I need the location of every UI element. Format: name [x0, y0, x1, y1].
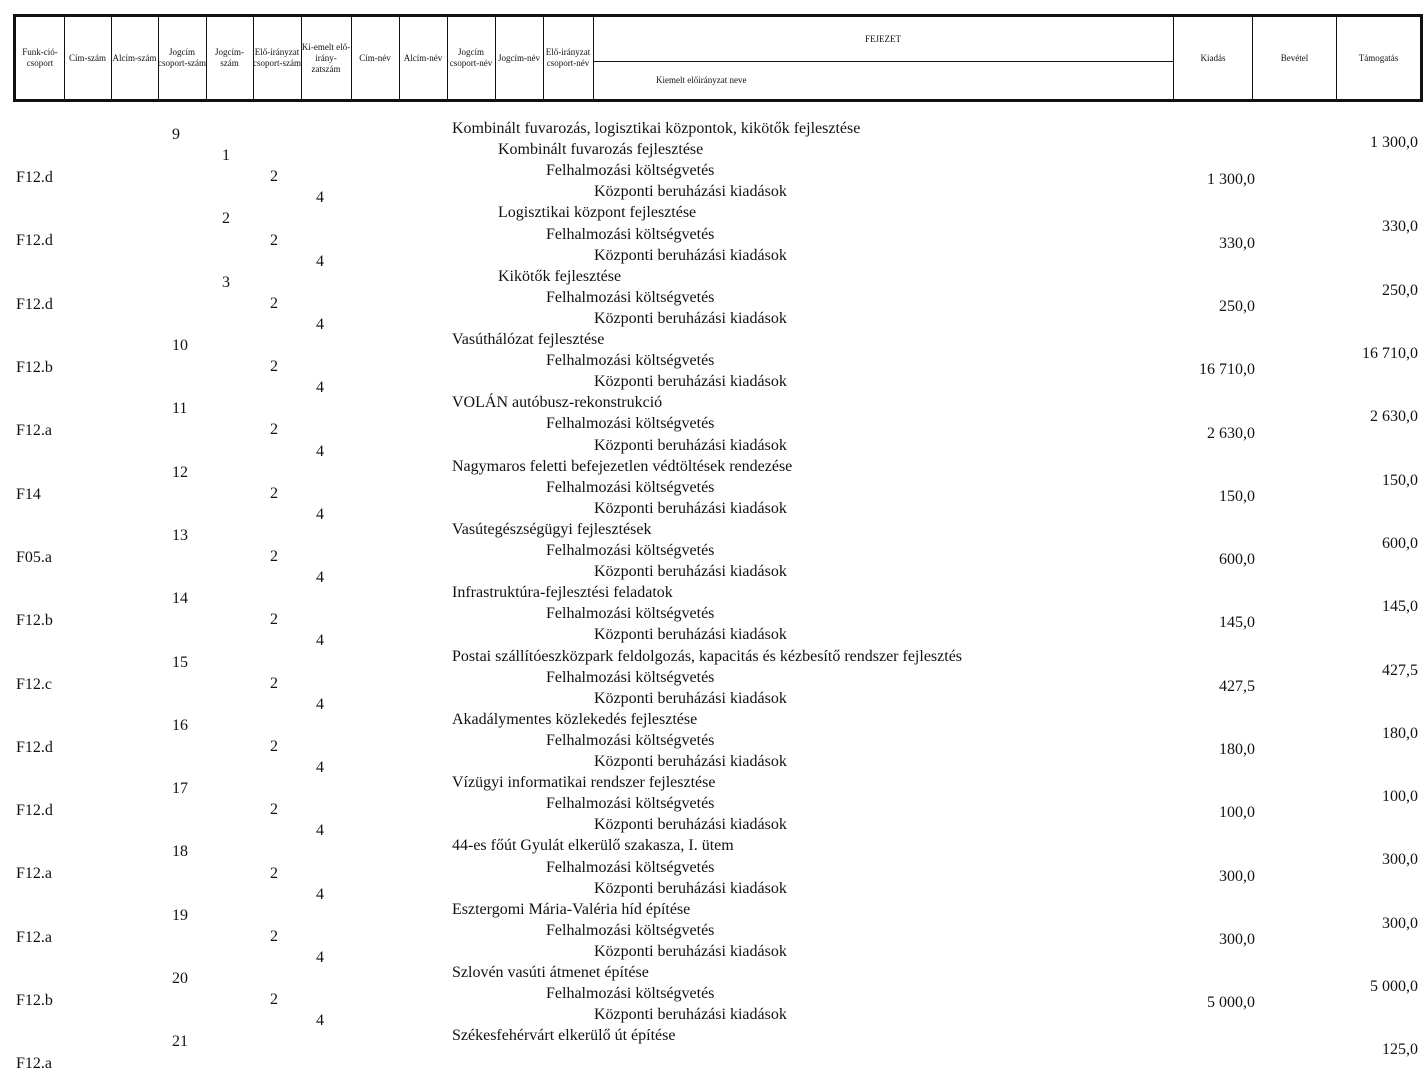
- row-name: Kombinált fuvarozás fejlesztése: [498, 141, 704, 158]
- row-cimszam: 18: [172, 843, 188, 860]
- header-eloiranyzatcsoportnev: Elő-irányzat csoport-név: [543, 17, 594, 99]
- row-eloiranyzatcsoport: 2: [270, 865, 278, 882]
- header-funkcio: Funk-ció-csoport: [16, 17, 65, 99]
- row-name: Székesfehérvárt elkerülő út építése: [452, 1027, 676, 1044]
- row-tamogatas: 300,0: [1382, 915, 1418, 932]
- row-cimszam: 10: [172, 337, 188, 354]
- row-cimszam: 11: [172, 400, 188, 417]
- row-name: Vasúthálózat fejlesztése: [452, 331, 605, 348]
- row-kiemelt: 4: [316, 696, 324, 713]
- row-funkcio: F12.d: [16, 802, 53, 819]
- row-alcimszam: 2: [222, 210, 230, 227]
- header-jogcimszam: Jogcím-szám: [206, 17, 254, 99]
- row-tamogatas: 250,0: [1382, 282, 1418, 299]
- row-eloiranyzatcsoport: 2: [270, 421, 278, 438]
- row-eloiranyzatcsoport: 2: [270, 928, 278, 945]
- row-name: Felhalmozási költségvetés: [546, 352, 715, 369]
- row-funkcio: F12.c: [16, 676, 52, 693]
- row-tamogatas: 150,0: [1382, 472, 1418, 489]
- row-name: Felhalmozási költségvetés: [546, 795, 715, 812]
- header-eloiranyzatcsoportszam: Elő-irányzat csoport-szám: [253, 17, 302, 99]
- row-kiadas: 145,0: [1219, 614, 1255, 631]
- header-alcimnev: Alcím-név: [399, 17, 448, 99]
- row-name: Központi beruházási kiadások: [594, 880, 787, 897]
- row-eloiranyzatcsoport: 2: [270, 485, 278, 502]
- row-funkcio: F12.b: [16, 992, 53, 1009]
- row-eloiranyzatcsoport: 2: [270, 295, 278, 312]
- row-cimszam: 17: [172, 780, 188, 797]
- row-tamogatas: 100,0: [1382, 788, 1418, 805]
- row-alcimszam: 3: [222, 274, 230, 291]
- row-name: Felhalmozási költségvetés: [546, 289, 715, 306]
- row-name: Felhalmozási költségvetés: [546, 605, 715, 622]
- row-kiadas: 150,0: [1219, 488, 1255, 505]
- row-name: Vízügyi informatikai rendszer fejlesztése: [452, 774, 716, 791]
- row-name: Akadálymentes közlekedés fejlesztése: [452, 711, 698, 728]
- row-name: Központi beruházási kiadások: [594, 626, 787, 643]
- row-name: Központi beruházási kiadások: [594, 943, 787, 960]
- row-name: Kikötők fejlesztése: [498, 268, 622, 285]
- row-name: Központi beruházási kiadások: [594, 500, 787, 517]
- row-tamogatas: 300,0: [1382, 851, 1418, 868]
- row-funkcio: F12.d: [16, 169, 53, 186]
- row-kiadas: 2 630,0: [1207, 425, 1255, 442]
- row-eloiranyzatcsoport: 2: [270, 991, 278, 1008]
- row-cimszam: 14: [172, 590, 188, 607]
- row-kiemelt: 4: [316, 632, 324, 649]
- row-kiadas: 16 710,0: [1199, 361, 1255, 378]
- row-eloiranyzatcsoport: 2: [270, 168, 278, 185]
- row-kiemelt: 4: [316, 443, 324, 460]
- row-cimszam: 9: [172, 126, 180, 143]
- row-kiemelt: 4: [316, 569, 324, 586]
- row-name: VOLÁN autóbusz-rekonstrukció: [452, 394, 663, 411]
- header-divider: [593, 61, 1173, 62]
- row-eloiranyzatcsoport: 2: [270, 801, 278, 818]
- row-kiadas: 600,0: [1219, 551, 1255, 568]
- row-eloiranyzatcsoport: 2: [270, 738, 278, 755]
- row-funkcio: F14: [16, 486, 41, 503]
- header-kiemelt: Kiemelt előirányzat neve: [656, 75, 747, 85]
- row-kiemelt: 4: [316, 253, 324, 270]
- row-alcimszam: 1: [222, 147, 230, 164]
- row-cimszam: 19: [172, 907, 188, 924]
- row-name: Felhalmozási költségvetés: [546, 415, 715, 432]
- row-name: Központi beruházási kiadások: [594, 753, 787, 770]
- row-eloiranyzatcsoport: 2: [270, 548, 278, 565]
- row-name: Felhalmozási költségvetés: [546, 859, 715, 876]
- row-cimszam: 20: [172, 970, 188, 987]
- row-funkcio: F12.a: [16, 1055, 52, 1072]
- header-cimszam: Cím-szám: [64, 17, 112, 99]
- row-eloiranyzatcsoport: 2: [270, 358, 278, 375]
- row-cimszam: 16: [172, 717, 188, 734]
- row-name: Felhalmozási költségvetés: [546, 542, 715, 559]
- row-kiemelt: 4: [316, 822, 324, 839]
- row-tamogatas: 330,0: [1382, 218, 1418, 235]
- row-kiemelt: 4: [316, 506, 324, 523]
- header-tamogatas: Támogatás: [1358, 52, 1399, 63]
- row-kiemelt: 4: [316, 949, 324, 966]
- row-tamogatas: 180,0: [1382, 725, 1418, 742]
- row-tamogatas: 5 000,0: [1370, 978, 1418, 995]
- row-name: Felhalmozási költségvetés: [546, 732, 715, 749]
- row-kiemelt: 4: [316, 1012, 324, 1029]
- header-kiemeltszam: Ki-emelt elő-irány-zatszám: [301, 17, 352, 99]
- row-cimszam: 12: [172, 464, 188, 481]
- row-tamogatas: 125,0: [1382, 1041, 1418, 1058]
- row-cimszam: 13: [172, 527, 188, 544]
- row-name: Felhalmozási költségvetés: [546, 479, 715, 496]
- row-funkcio: F12.b: [16, 612, 53, 629]
- row-name: Központi beruházási kiadások: [594, 247, 787, 264]
- row-funkcio: F12.a: [16, 865, 52, 882]
- row-kiemelt: 4: [316, 189, 324, 206]
- row-name: Központi beruházási kiadások: [594, 310, 787, 327]
- row-kiadas: 300,0: [1219, 868, 1255, 885]
- row-eloiranyzatcsoport: 2: [270, 675, 278, 692]
- row-name: Központi beruházási kiadások: [594, 690, 787, 707]
- row-name: Kombinált fuvarozás, logisztikai központok, kikötők fejlesztése: [452, 120, 861, 137]
- row-kiemelt: 4: [316, 759, 324, 776]
- row-funkcio: F05.a: [16, 549, 52, 566]
- row-name: 44-es főút Gyulát elkerülő szakasza, I. ütem: [452, 837, 734, 854]
- row-eloiranyzatcsoport: 2: [270, 611, 278, 628]
- row-cimszam: 21: [172, 1033, 188, 1050]
- row-kiadas: 100,0: [1219, 804, 1255, 821]
- header-jogcimnev: Jogcím-név: [495, 17, 544, 99]
- header-alcimszam: Alcím-szám: [111, 17, 159, 99]
- row-kiadas: 330,0: [1219, 235, 1255, 252]
- row-tamogatas: 145,0: [1382, 598, 1418, 615]
- row-name: Központi beruházási kiadások: [594, 373, 787, 390]
- row-tamogatas: 1 300,0: [1370, 134, 1418, 151]
- row-eloiranyzatcsoport: 2: [270, 232, 278, 249]
- row-cimszam: 15: [172, 654, 188, 671]
- row-funkcio: F12.d: [16, 296, 53, 313]
- row-name: Logisztikai központ fejlesztése: [498, 204, 697, 221]
- row-kiadas: 180,0: [1219, 741, 1255, 758]
- row-kiadas: 5 000,0: [1207, 994, 1255, 1011]
- row-kiemelt: 4: [316, 316, 324, 333]
- row-tamogatas: 2 630,0: [1370, 408, 1418, 425]
- header-bevetel: Bevétel: [1253, 17, 1337, 99]
- header-cimnev: Cím-név: [351, 17, 400, 99]
- row-name: Postai szállítóeszközpark feldolgozás, kapacitás és kézbesítő rendszer fejlesztés: [452, 648, 963, 665]
- header-jogcimcsoportnev: Jogcím csoport-név: [447, 17, 496, 99]
- row-name: Vasútegészségügyi fejlesztések: [452, 521, 652, 538]
- row-tamogatas: 427,5: [1382, 662, 1418, 679]
- row-funkcio: F12.a: [16, 422, 52, 439]
- row-name: Központi beruházási kiadások: [594, 816, 787, 833]
- row-name: Infrastruktúra-fejlesztési feladatok: [452, 584, 673, 601]
- row-name: Nagymaros feletti befejezetlen védtöltések rendezése: [452, 458, 793, 475]
- row-funkcio: F12.b: [16, 359, 53, 376]
- row-name: Esztergomi Mária-Valéria híd építése: [452, 901, 691, 918]
- row-kiadas: 1 300,0: [1207, 171, 1255, 188]
- row-funkcio: F12.d: [16, 739, 53, 756]
- header-jogcimcsoportszam: Jogcím csoport-szám: [158, 17, 207, 99]
- row-name: Felhalmozási költségvetés: [546, 162, 715, 179]
- table-header: [13, 14, 1423, 102]
- row-kiadas: 250,0: [1219, 298, 1255, 315]
- row-kiemelt: 4: [316, 886, 324, 903]
- row-name: Központi beruházási kiadások: [594, 437, 787, 454]
- row-name: Felhalmozási költségvetés: [546, 669, 715, 686]
- header-kiadas: Kiadás: [1174, 17, 1253, 99]
- row-funkcio: F12.d: [16, 232, 53, 249]
- row-name: Felhalmozási költségvetés: [546, 985, 715, 1002]
- row-name: Központi beruházási kiadások: [594, 563, 787, 580]
- row-kiadas: 427,5: [1219, 678, 1255, 695]
- row-name: Központi beruházási kiadások: [594, 1006, 787, 1023]
- row-tamogatas: 16 710,0: [1362, 345, 1418, 362]
- row-kiadas: 300,0: [1219, 931, 1255, 948]
- row-name: Szlovén vasúti átmenet építése: [452, 964, 649, 981]
- row-name: Felhalmozási költségvetés: [546, 226, 715, 243]
- row-name: Felhalmozási költségvetés: [546, 922, 715, 939]
- row-name: Központi beruházási kiadások: [594, 183, 787, 200]
- row-funkcio: F12.a: [16, 929, 52, 946]
- row-kiemelt: 4: [316, 379, 324, 396]
- row-tamogatas: 600,0: [1382, 535, 1418, 552]
- header-fejezet: FEJEZET: [865, 34, 901, 44]
